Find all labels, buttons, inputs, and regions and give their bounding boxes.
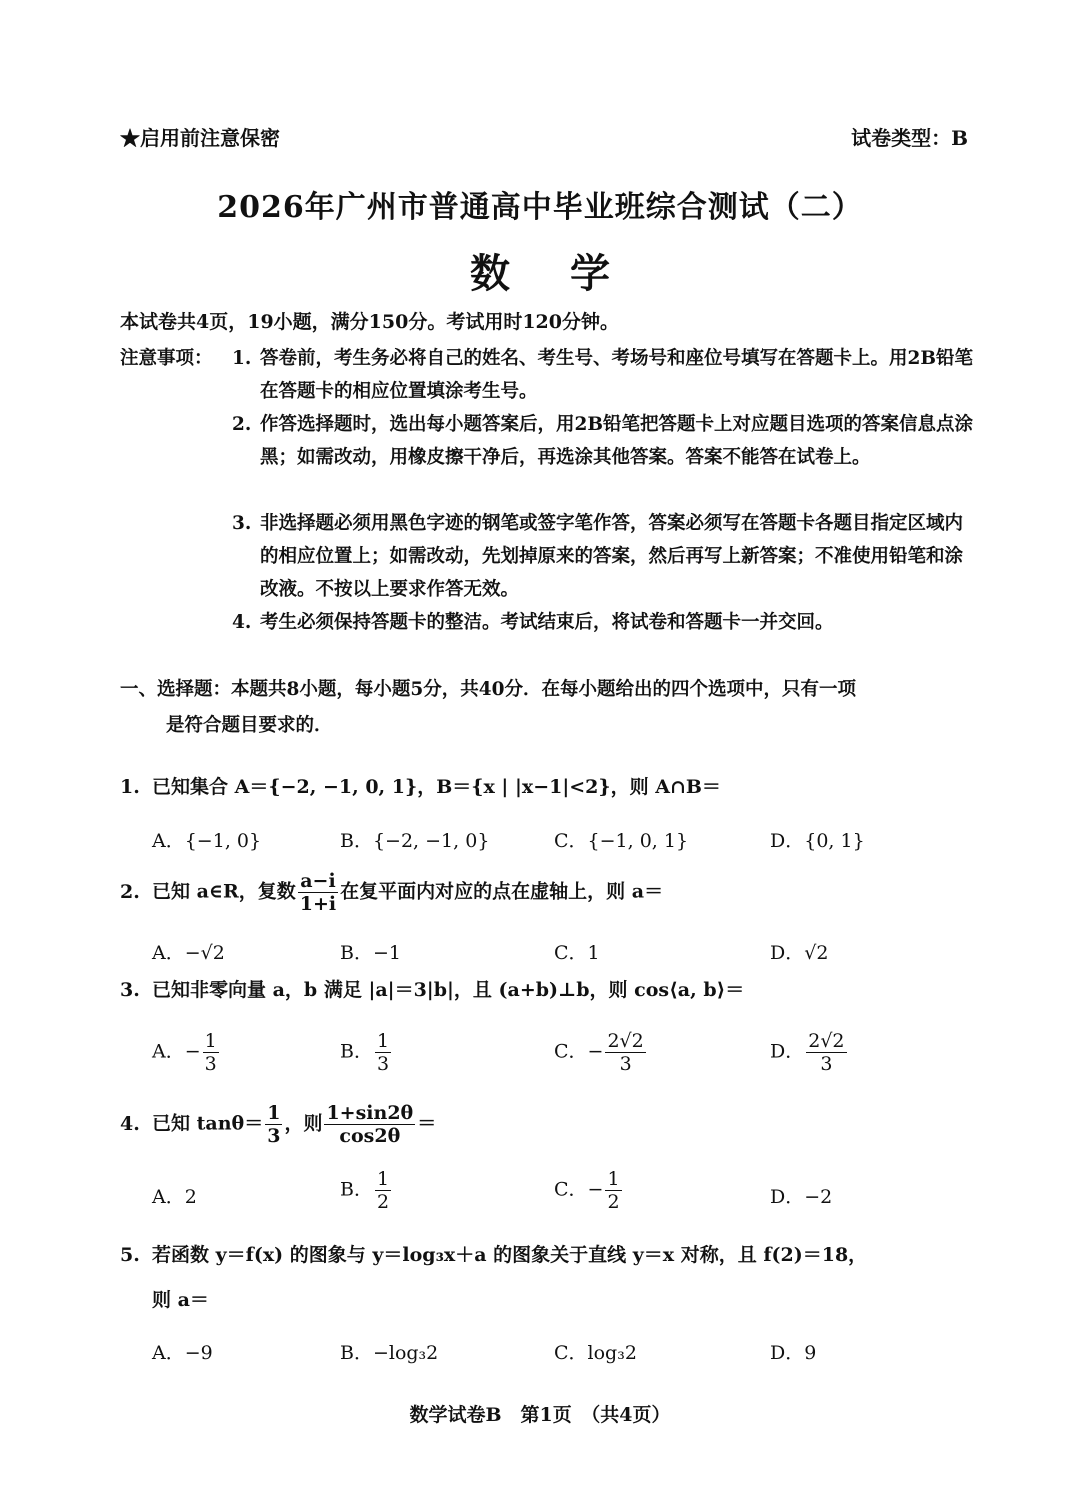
exam-title: 2026年广州市普通高中毕业班综合测试（二） xyxy=(217,190,863,225)
option-d: D．9 xyxy=(770,1342,817,1364)
option-d: D． $\frac{2√2}{3}$ xyxy=(770,1030,845,1075)
question-1-options xyxy=(152,826,912,876)
question-stem: 若函数 y＝f(x) 的图象与 y＝log₃x＋a 的图象关于直线 y＝x 对称，且 f(2)＝18， xyxy=(152,1244,868,1266)
option-a: A．− $\frac{1}{3}$ xyxy=(152,1030,217,1075)
option-a: A．2 xyxy=(152,1186,197,1208)
question-3-options xyxy=(152,1030,912,1080)
notes-label: 注意事项： xyxy=(120,348,213,369)
note-item-4: 4. 考生必须保持答题卡的整洁。考试结束后，将试卷和答题卡一并交回。 xyxy=(232,612,834,633)
option-c: C．{−1, 0, 1} xyxy=(554,830,689,852)
fraction: $\frac{1+\sin 2\theta}{\cos 2\theta}$ xyxy=(326,1102,414,1147)
question-5: 5. 若函数 y＝f(x) 的图象与 y＝log₃x＋a 的图象关于直线 y＝x 对称，且 f(2)＝18， xyxy=(120,1244,868,1266)
exam-info: 本试卷共4页，19小题，满分150分。考试用时120分钟。 xyxy=(120,311,619,333)
question-stem: 已知集合 A＝{−2, −1, 0, 1}，B＝{x | |x−1|<2}，则 A∩B＝ xyxy=(152,776,721,798)
option-b: B．−1 xyxy=(340,942,401,964)
page-footer: 数学试卷B 第1页 （共4页） xyxy=(409,1404,671,1426)
option-b: B． $\frac{1}{2}$ xyxy=(340,1168,390,1213)
paper-type: 试卷类型：B xyxy=(851,126,968,150)
option-c: C．1 xyxy=(554,942,600,964)
option-c: C．− $\frac{2√2}{3}$ xyxy=(554,1030,644,1075)
confidential-notice: ★启用前注意保密 xyxy=(120,126,280,150)
subject-title: 数学 xyxy=(470,250,670,297)
option-a: A．−√2 xyxy=(152,942,225,964)
question-5-stem-cont: 则 a＝ xyxy=(152,1289,209,1311)
top-row xyxy=(120,122,968,152)
question-1: 1. 已知集合 A＝{−2, −1, 0, 1}，B＝{x | |x−1|<2}，则 A∩B＝ xyxy=(120,776,721,798)
fraction: $\frac{a-i}{1+i}$ xyxy=(299,870,337,915)
note-item-1: 1. 答卷前，考生务必将自己的姓名、考生号、考场号和座位号填写在答题卡上。用2B铅笔在答题卡的相应位置填涂考生号。 xyxy=(232,348,974,402)
question-2: 2. 已知 a∈R，复数 $\frac{a-i}{1+i}$ 在复平面内对应的点在虚轴上，则 a＝ xyxy=(120,870,664,915)
option-a: A．−9 xyxy=(152,1342,213,1364)
question-5-options xyxy=(152,1338,912,1388)
fraction: $\frac{1}{3}$ xyxy=(267,1102,281,1147)
option-b: B． $\frac{1}{3}$ xyxy=(340,1030,390,1075)
option-c: C．log₃2 xyxy=(554,1342,637,1364)
note-item-3: 3. 非选择题必须用黑色字迹的钢笔或签字笔作答，答案必须写在答题卡各题目指定区域内的相应位置上；如需改动，先划掉原来的答案，然后再写上新答案；不准使用铅笔和涂改液。不按以上要求作答无效。 xyxy=(232,513,964,600)
section-heading: 一、选择题：本题共8小题，每小题5分，共40分．在每小题给出的四个选项中，只有一项 是符合题目要求的． xyxy=(120,679,856,736)
option-d: D．√2 xyxy=(770,942,829,964)
question-stem: 已知非零向量 a，b 满足 |a|＝3|b|，且 (a+b)⊥b，则 cos⟨a, b⟩＝ xyxy=(152,979,745,1001)
question-3: 3. 已知非零向量 a，b 满足 |a|＝3|b|，且 (a+b)⊥b，则 cos⟨a, b⟩＝ xyxy=(120,979,745,1001)
question-4: 4. 已知 tanθ＝ $\frac{1}{3}$ ，则 $\frac{1+\sin 2\theta}{\cos 2\theta}$ ＝ xyxy=(120,1102,437,1147)
option-d: D．{0, 1} xyxy=(770,830,865,852)
option-a: A．{−1, 0} xyxy=(152,830,262,852)
option-b: B．{−2, −1, 0} xyxy=(340,830,490,852)
note-item-2: 2. 作答选择题时，选出每小题答案后，用2B铅笔把答题卡上对应题目选项的答案信息点涂黑；如需改动，用橡皮擦干净后，再选涂其他答案。答案不能答在试卷上。 xyxy=(232,414,974,468)
option-b: B．−log₃2 xyxy=(340,1342,439,1364)
option-d: D．−2 xyxy=(770,1186,833,1208)
option-c: C．− $\frac{1}{2}$ xyxy=(554,1168,620,1213)
question-4-options xyxy=(152,1168,912,1218)
